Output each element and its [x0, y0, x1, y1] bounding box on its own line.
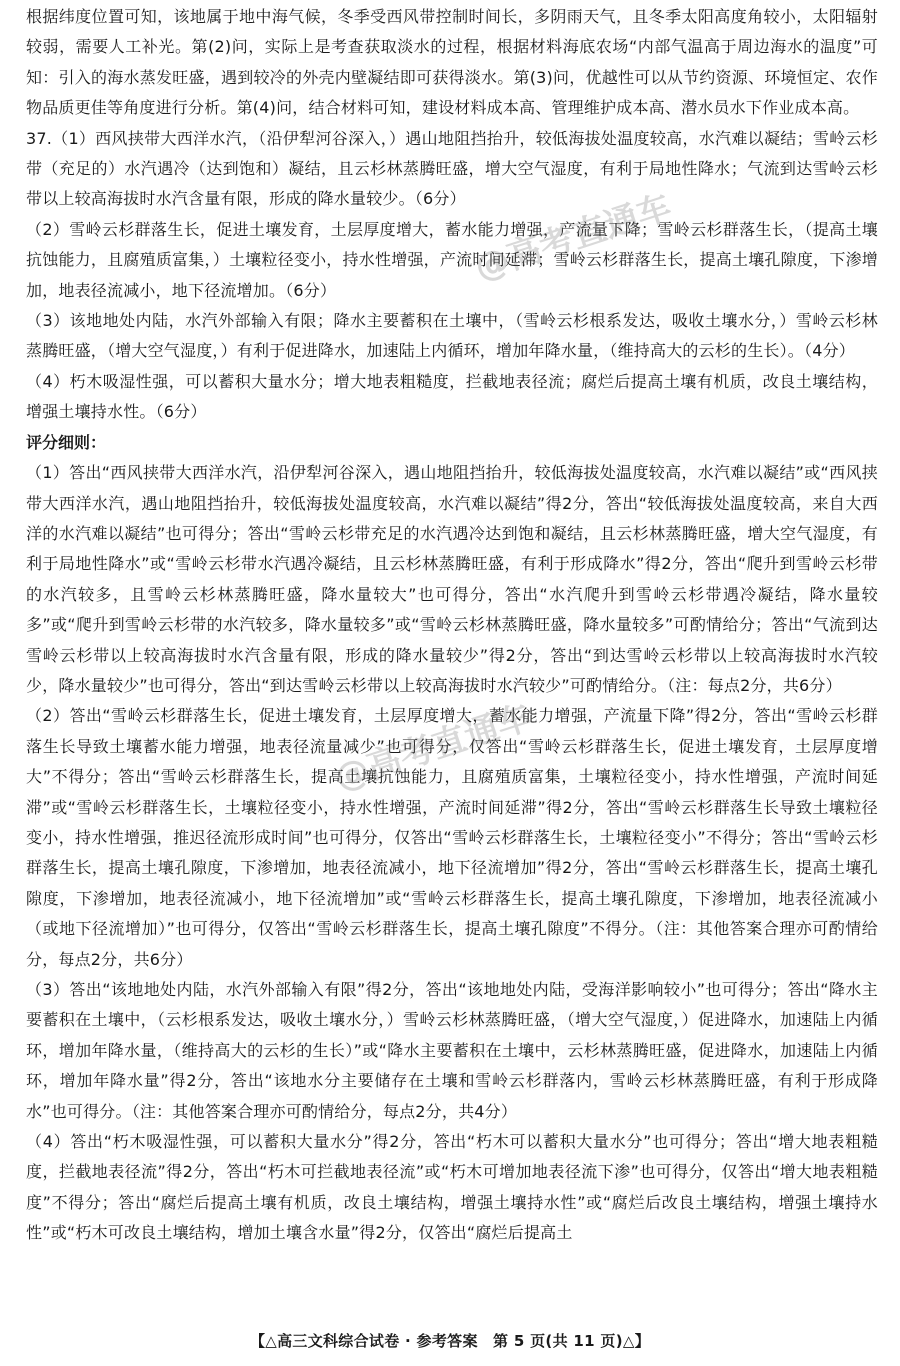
watermark: @高考直通车: [469, 187, 677, 289]
triangle-icon: △: [265, 1332, 278, 1350]
rubric-part3: （3）答出“该地地处内陆，水汽外部输入有限”得2分，答出“该地地处内陆，受海洋影响较小”也可得分；答出“降水主要蓄积在土壤中，（云杉根系发达，吸收土壤水分，）雪岭云杉林蒸腾旺盛，（增大空气湿度，）促进降水，加速陆上内循环，增加年降水量，（维持高大的云杉的生长）”或“降水主要蓄积在土壤中，云杉林蒸腾旺盛，促进降水，加速陆上内循环，增加年降水量”得2分，答出“该地水分主要储存在土壤和雪岭云杉群落内，雪岭云杉林蒸腾旺盛，有利于形成降水”也可得分。（注：其他答案合理亦可酌情给分，每点2分，共4分）: [26, 980, 878, 1121]
footer-text: 高三文科综合试卷 · 参考答案 第 5 页(共 11 页): [277, 1332, 623, 1350]
q37-part4: （4）朽木吸湿性强，可以蓄积大量水分；增大地表粗糙度，拦截地表径流；腐烂后提高土壤有机质，改良土壤结构，增强土壤持水性。（6分）: [26, 371, 878, 422]
intro-paragraph: 根据纬度位置可知，该地属于地中海气候，冬季受西风带控制时间长，多阴雨天气，且冬季太阳高度角较小，太阳辐射较弱，需要人工补光。第(2)问，实际上是考查获取淡水的过程，根据材料海底农场“内部气温高于周边海水的温度”可知：引入的海水蒸发旺盛，遇到较冷的外壳内壁凝结即可获得淡水。第(3)问，优越性可以从节约资源、环境恒定、农作物品质更佳等角度进行分析。第(4)问，结合材料可知，建设材料成本高、管理维护成本高、潜水员水下作业成本高。: [26, 7, 878, 118]
footer-bracket-open: 【: [249, 1332, 266, 1350]
page-footer: [0, 1330, 900, 1351]
rubric-part2: （2）答出“雪岭云杉群落生长，促进土壤发育，土层厚度增大，蓄水能力增强，产流量下降”得2分，答出“雪岭云杉群落生长导致土壤蓄水能力增强，地表径流量减少”也可得分，仅答出“雪岭云杉群落生长，促进土壤发育，土层厚度增大”不得分；答出“雪岭云杉群落生长，提高土壤抗蚀能力，且腐殖质富集，土壤粒径变小，持水性增强，产流时间延滞”或“雪岭云杉群落生长，土壤粒径变小，持水性增强，产流时间延滞”得2分，答出“雪岭云杉群落生长导致土壤粒径变小，持水性增强，推迟径流形成时间”也可得分，仅答出“雪岭云杉群落生长，土壤粒径变小”不得分；答出“雪岭云杉群落生长，提高土壤孔隙度，下渗增加，地表径流减小，地下径流增加”得2分，答出“雪岭云杉群落生长，提高土壤孔隙度，下渗增加，地表径流减小，地下径流增加”或“雪岭云杉群落生长，提高土壤孔隙度，下渗增加，地表径流减小（或地下径流增加）”也可得分，仅答出“雪岭云杉群落生长，提高土壤孔隙度”不得分。（注：其他答案合理亦可酌情给分，每点2分，共6分）: [26, 706, 878, 969]
q37-part3: （3）该地地处内陆，水汽外部输入有限；降水主要蓄积在土壤中，（雪岭云杉根系发达，吸收土壤水分，）雪岭云杉林蒸腾旺盛，（增大空气湿度，）有利于促进降水，加速陆上内循环，增加年降水量，（维持高大的云杉的生长）。（4分）: [26, 311, 878, 361]
answer-page: [26, 2, 878, 1249]
rubric-part1: （1）答出“西风挟带大西洋水汽，沿伊犁河谷深入，遇山地阻挡抬升，较低海拔处温度较高，水汽难以凝结”或“西风挟带大西洋水汽，遇山地阻挡抬升，较低海拔处温度较高，水汽难以凝结”得2分，答出“较低海拔处温度较高，来自大西洋的水汽难以凝结”也可得分；答出“雪岭云杉带充足的水汽遇冷达到饱和凝结，且云杉林蒸腾旺盛，增大空气湿度，有利于局地性降水”或“雪岭云杉带水汽遇冷凝结，且云杉林蒸腾旺盛，有利于形成降水”得2分，答出“爬升到雪岭云杉带的水汽较多，且雪岭云杉林蒸腾旺盛，降水量较大”也可得分，答出“水汽爬升到雪岭云杉带遇冷凝结，降水量较多”或“爬升到雪岭云杉带的水汽较多，降水量较多”或“雪岭云杉林蒸腾旺盛，降水量较多”可酌情给分；答出“气流到达雪岭云杉带以上较高海拔时水汽含量有限，形成的降水量较少”得2分，答出“到达雪岭云杉带以上较高海拔时水汽较少，降水量较少”也可得分，答出“到达雪岭云杉带以上较高海拔时水汽较少”可酌情给分。（注：每点2分，共6分）: [26, 463, 878, 695]
triangle-icon: △: [622, 1332, 635, 1350]
rubric-part4: （4）答出“朽木吸湿性强，可以蓄积大量水分”得2分，答出“朽木可以蓄积大量水分”也可得分；答出“增大地表粗糙度，拦截地表径流”得2分，答出“朽木可拦截地表径流”或“朽木可增加地表径流下渗”也可得分，仅答出“增大地表粗糙度”不得分；答出“腐烂后提高土壤有机质，改良土壤结构，增强土壤持水性”或“腐烂后改良土壤结构，增强土壤持水性”或“朽木可改良土壤结构，增加土壤含水量”得2分，仅答出“腐烂后提高土: [26, 1132, 878, 1243]
watermark: @高考直通车: [329, 697, 537, 799]
rubric-heading: 评分细则：: [26, 432, 107, 452]
q37-part1: 37.（1）西风挟带大西洋水汽，（沿伊犁河谷深入，）遇山地阻挡抬升，较低海拔处温度较高，水汽难以凝结；雪岭云杉带（充足的）水汽遇冷（达到饱和）凝结，且云杉林蒸腾旺盛，增大空气湿度，有利于局地性降水；气流到达雪岭云杉带以上较高海拔时水汽含量有限，形成的降水量较少。（6分）: [26, 128, 878, 209]
q37-part2: （2）雪岭云杉群落生长，促进土壤发育，土层厚度增大，蓄水能力增强，产流量下降；雪岭云杉群落生长，（提高土壤抗蚀能力，且腐殖质富集，）土壤粒径变小，持水性增强，产流时间延滞；雪岭云杉群落生长，提高土壤孔隙度，下渗增加，地表径流减小，地下径流增加。（6分）: [26, 219, 878, 300]
footer-bracket-close: 】: [634, 1332, 651, 1350]
